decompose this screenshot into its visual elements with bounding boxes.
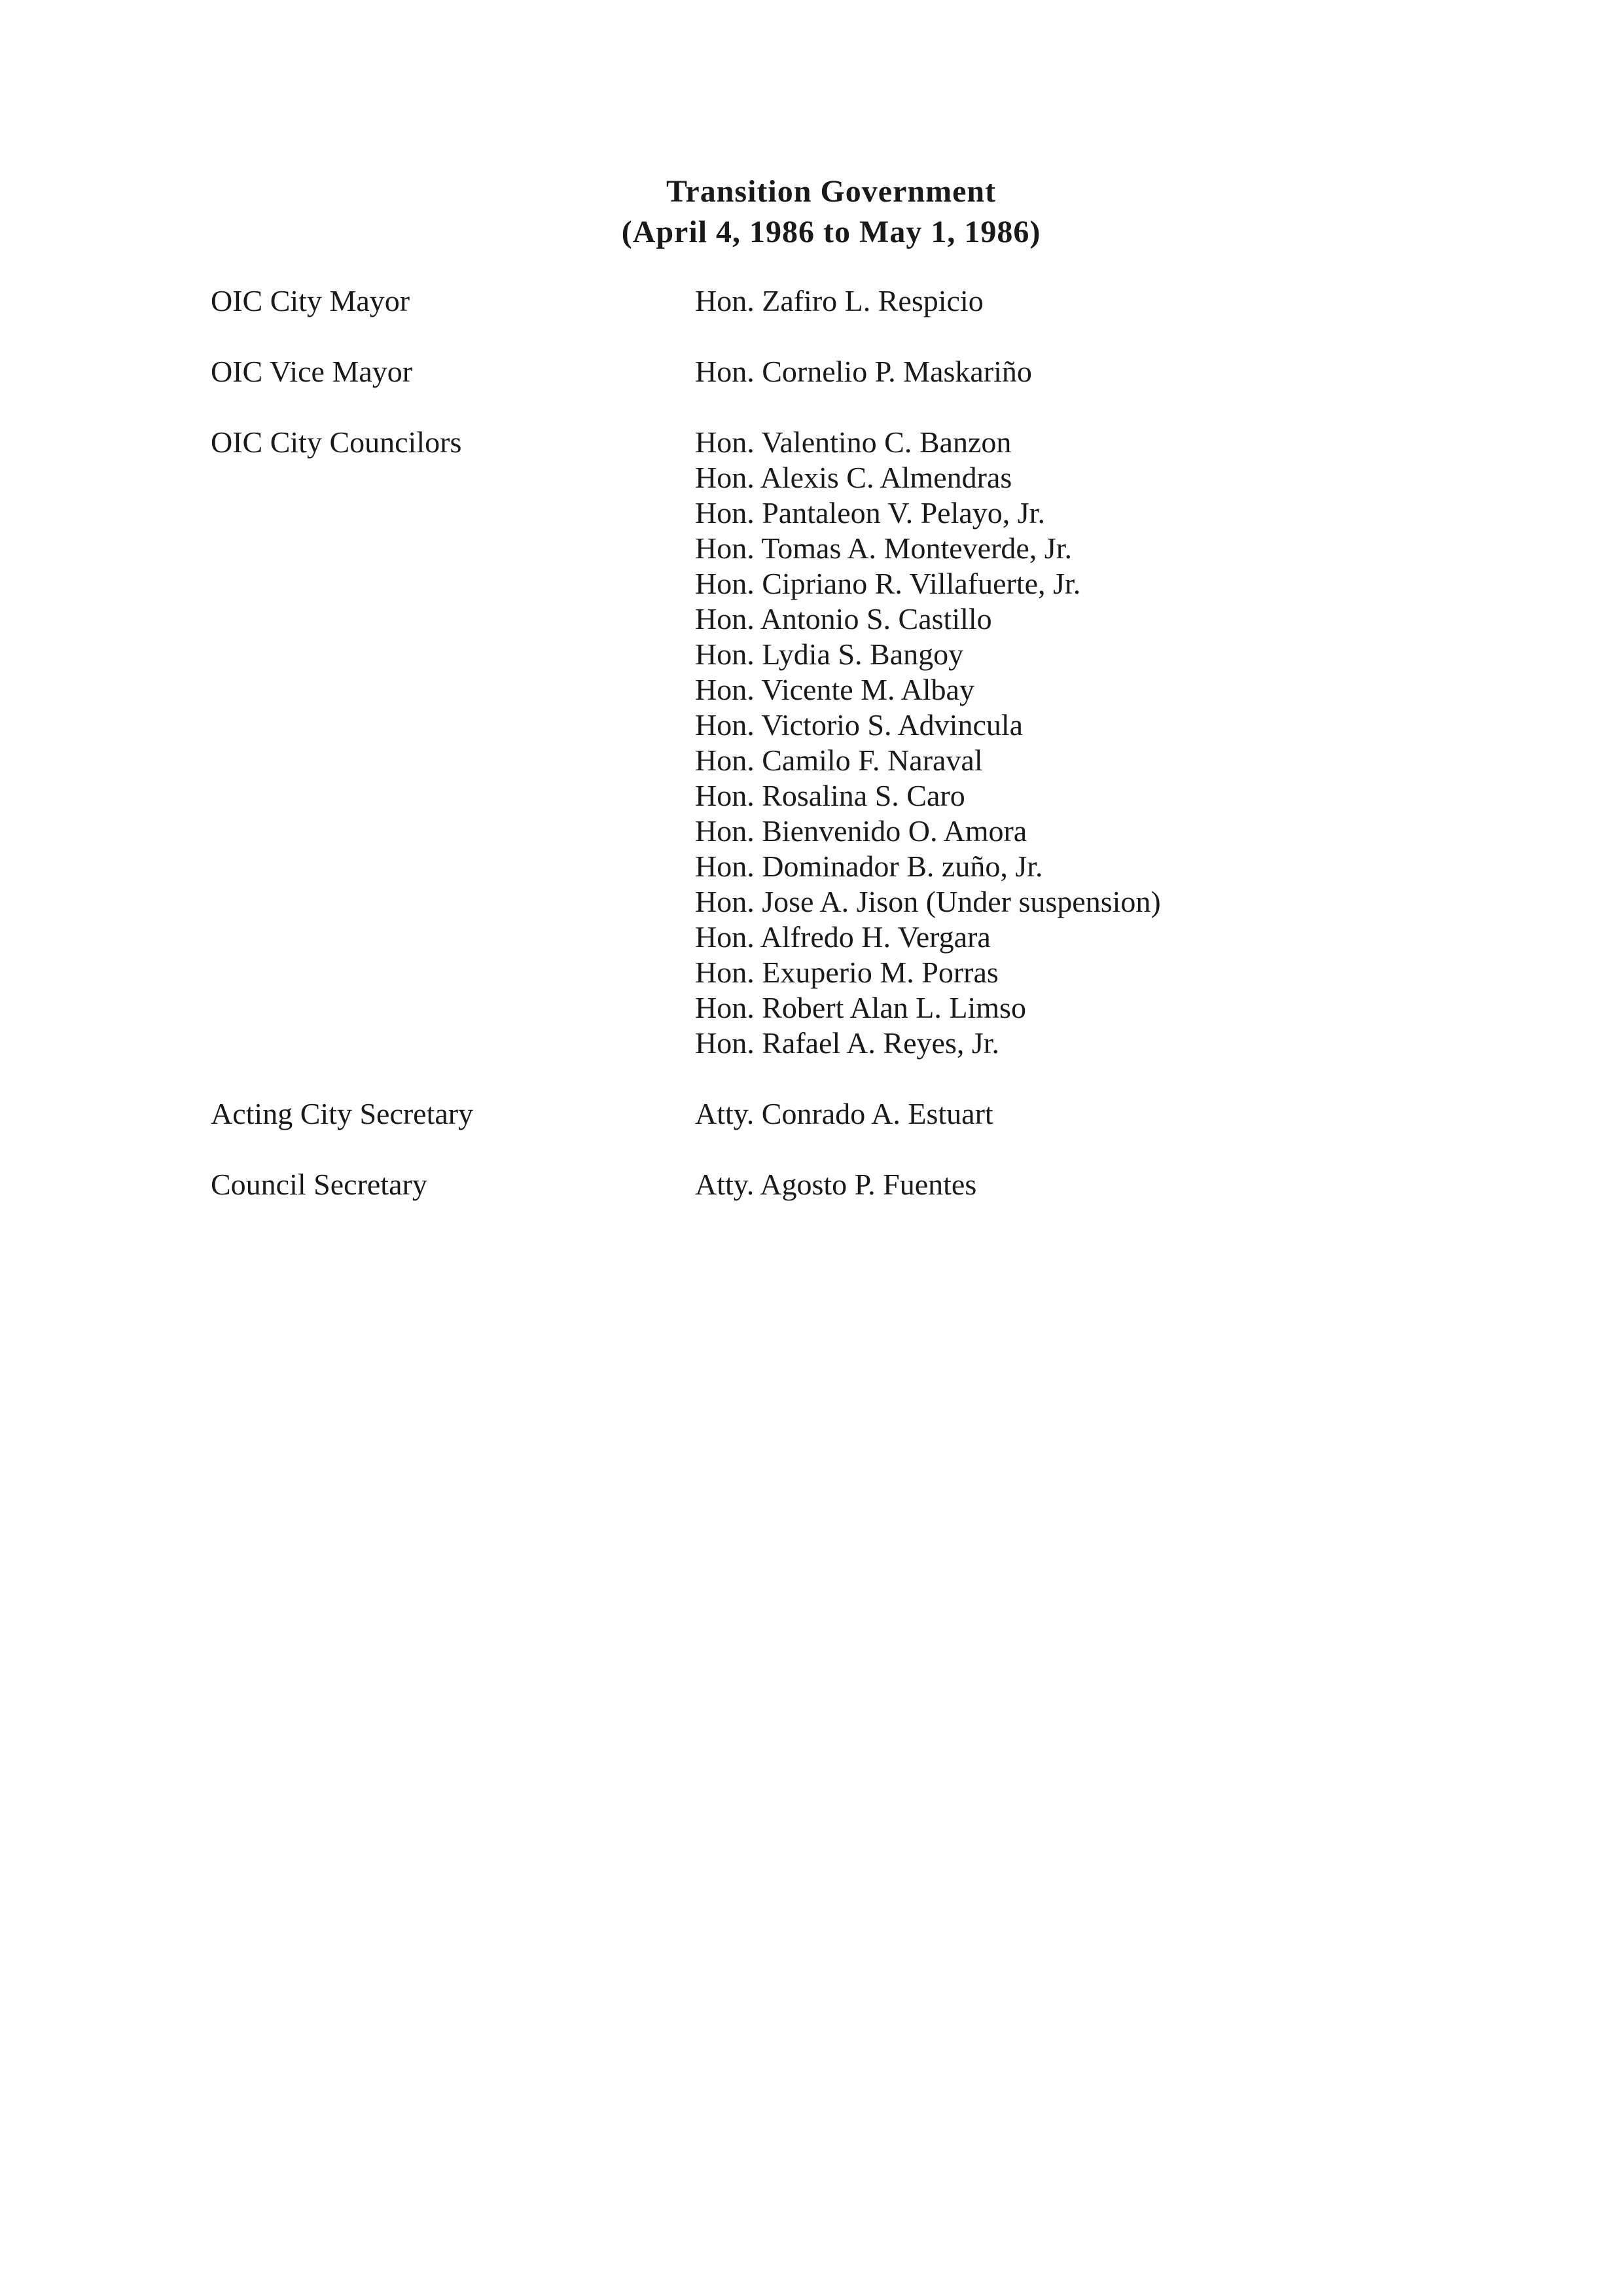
name-item: Hon. Victorio S. Advincula: [695, 708, 1024, 742]
title-block: [0, 171, 1623, 253]
name-item: Atty. Conrado A. Estuart: [695, 1097, 993, 1130]
role-label: Acting City Secretary: [211, 1097, 474, 1130]
name-item: Hon. Cornelio P. Maskariño: [695, 355, 1032, 388]
document-subtitle: (April 4, 1986 to May 1, 1986): [621, 215, 1041, 249]
name-item: Hon. Camilo F. Naraval: [695, 744, 983, 777]
name-item: Hon. Robert Alan L. Limso: [695, 991, 1026, 1024]
role-label: OIC City Mayor: [211, 284, 410, 317]
name-item: Hon. Pantaleon V. Pelayo, Jr.: [695, 496, 1045, 529]
name-item: Hon. Antonio S. Castillo: [695, 602, 992, 636]
role-label: OIC Vice Mayor: [211, 355, 413, 388]
name-item: Hon. Bienvenido O. Amora: [695, 814, 1027, 848]
names-list: [695, 283, 984, 319]
role-label: Council Secretary: [211, 1168, 427, 1201]
name-item: Hon. Valentino C. Banzon: [695, 425, 1012, 459]
name-item: Hon. Dominador B. zuño, Jr.: [695, 850, 1043, 883]
names-list: [695, 354, 1032, 389]
name-item: Hon. Jose A. Jison (Under suspension): [695, 885, 1161, 918]
names-list: [695, 1167, 976, 1202]
name-item: Hon. Alexis C. Almendras: [695, 461, 1012, 494]
name-item: Hon. Rafael A. Reyes, Jr.: [695, 1026, 1000, 1060]
role-label: OIC City Councilors: [211, 425, 462, 459]
name-item: Hon. Zafiro L. Respicio: [695, 284, 984, 317]
name-item: Hon. Alfredo H. Vergara: [695, 920, 991, 954]
name-item: Hon. Exuperio M. Porras: [695, 956, 999, 989]
name-item: Hon. Lydia S. Bangoy: [695, 637, 964, 671]
name-item: Hon. Rosalina S. Caro: [695, 779, 965, 812]
document-title: Transition Government: [666, 174, 997, 209]
name-item: Atty. Agosto P. Fuentes: [695, 1168, 977, 1201]
name-item: Hon. Tomas A. Monteverde, Jr.: [695, 531, 1072, 565]
name-item: Hon. Cipriano R. Villafuerte, Jr.: [695, 567, 1081, 600]
names-list: [695, 1096, 993, 1132]
names-list: [695, 425, 1161, 1061]
name-item: Hon. Vicente M. Albay: [695, 673, 974, 706]
